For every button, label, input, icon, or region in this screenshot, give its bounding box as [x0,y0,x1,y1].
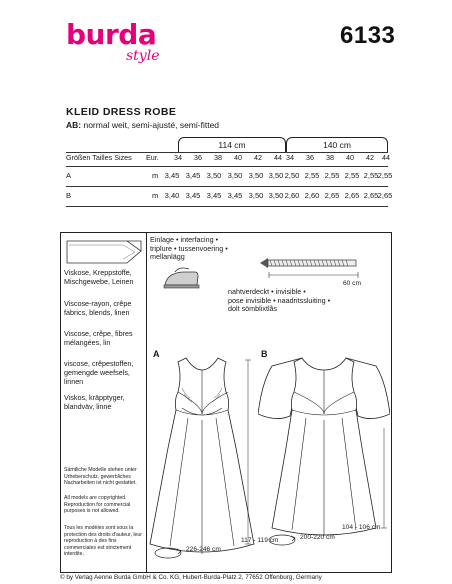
yardage-cell: 3,50 [248,171,264,180]
view-label-b: B [261,349,268,359]
fabric-swatch-icon [65,237,143,265]
unit: m [152,171,159,180]
bust-circumference-icon [267,533,297,547]
zipper-line: pose invisible • naadritssluiting • [228,295,331,305]
copyright-de: Sämtliche Modelle stehen unter Urheberschutz, gewerbliches Nacharbeiten ist nicht gestattet. [64,467,137,486]
fabric-text-de: Viskose, Kreppstoffe, Mischgewebe, Leinen [64,268,134,286]
table-row-b [66,187,393,205]
dress-a-length: 117 - 119 cm [241,537,279,544]
dress-b-bust: 200-220 cm [300,534,335,541]
interfacing-line: triplure • tussenvoering • [150,243,228,253]
fabric-width-114: 114 cm [178,137,286,152]
pattern-number: 6133 [340,22,396,49]
size-140: 38 [326,153,334,162]
size-140: 34 [286,153,294,162]
copyright-en: All models are copyrighted. Reproduction for commercial purposes is not allowed. [64,495,131,514]
dress-b-length: 104 - 106 cm [342,524,381,531]
interfacing-label [150,236,228,262]
bust-circumference-icon [153,546,183,560]
fabric-width-140: 140 cm [286,137,388,152]
yardage-cell: 3,50 [227,171,243,180]
yardage-cell: 3,50 [268,191,284,200]
fit-description [66,120,219,130]
dress-b-sketch [258,348,390,548]
zipper-length-marker [268,270,360,280]
fit-text: normal weit, semi-ajusté, semi-fitted [81,120,220,130]
table-rule-bottom [66,206,388,207]
yardage-cell: 2,55 [304,171,320,180]
size-114: 42 [254,153,262,162]
fabric-text-fr: Viscose, crêpe, fibres mélangées, lin [64,329,133,347]
yardage-cell: 3,45 [185,171,201,180]
yardage-cell: 2,65 [344,191,360,200]
info-frame [60,232,392,573]
dress-a-bust: 226-246 cm [186,546,221,553]
size-140: 36 [306,153,314,162]
zipper-length: 60 cm [343,280,361,287]
yardage-cell: 3,45 [185,191,201,200]
publisher-footer: © by Verlag Aenne Burda GmbH & Co. KG, Hubert-Burda-Platz 2, 77652 Offenburg, Germany [60,574,322,581]
yardage-cell: 2,60 [304,191,320,200]
size-114: 38 [214,153,222,162]
yardage-cell: 2,50 [284,171,300,180]
yardage-cell: 3,50 [268,171,284,180]
unit: m [152,191,159,200]
column-divider [146,233,147,572]
interfacing-line: mellanlägg [150,252,185,262]
table-header-row [66,149,388,167]
size-114: 44 [274,153,282,162]
yardage-cell: 3,50 [248,191,264,200]
table-row-a [66,167,393,185]
brand-sub: style [126,48,160,64]
iron-icon [161,267,201,291]
yardage-cell: 2,55 [363,171,379,180]
yardage-cell: 2,65 [324,191,340,200]
fit-prefix: AB: [66,120,82,130]
zipper-icon [258,255,362,271]
yardage-cell: 3,40 [164,191,180,200]
size-114: 34 [174,153,182,162]
yardage-cell: 2,65 [363,191,379,200]
fabric-text-en: Viscose-rayon, crêpe fabrics, blends, linen [64,299,132,317]
size-label: Größen Tailles Sizes [66,153,132,162]
fabric-text-sv: Viskos, kräpptyger, blandväv, linne [64,393,125,411]
garment-title: KLEID DRESS ROBE [66,106,177,118]
zipper-line: dolt sömblixtlås [228,304,278,314]
unit-header: Eur. [146,153,159,162]
copyright-fr: Tous les modèles sont sous la protection des droits d'auteur, leur reproduction à des fins commerciales est strictement interdite. [64,525,142,557]
zipper-line: nahtverdeckt • invisible • [228,287,306,296]
yardage-cell: 2,55 [344,171,360,180]
size-140: 40 [346,153,354,162]
yardage-cell: 3,45 [227,191,243,200]
yardage-cell: 2,55 [324,171,340,180]
size-114: 40 [234,153,242,162]
size-140: 44 [382,153,390,162]
burda-style-logo [66,18,176,67]
view-label: B [66,191,72,200]
yardage-cell: 3,45 [206,191,222,200]
yardage-cell: 3,50 [206,171,222,180]
brand-name: burda [66,18,157,51]
view-label-a: A [153,349,160,359]
interfacing-line: Einlage • interfacing • [150,235,219,244]
size-114: 36 [194,153,202,162]
fabric-text-nl: viscose, crêpestoffen, gemengde weefsels, linnen [64,359,134,386]
yardage-cell: 2,65 [377,191,393,200]
yardage-cell: 2,55 [377,171,393,180]
zipper-label [228,288,330,314]
yardage-cell: 2,60 [284,191,300,200]
yardage-cell: 3,45 [164,171,180,180]
view-label: A [66,171,72,180]
size-140: 42 [366,153,374,162]
